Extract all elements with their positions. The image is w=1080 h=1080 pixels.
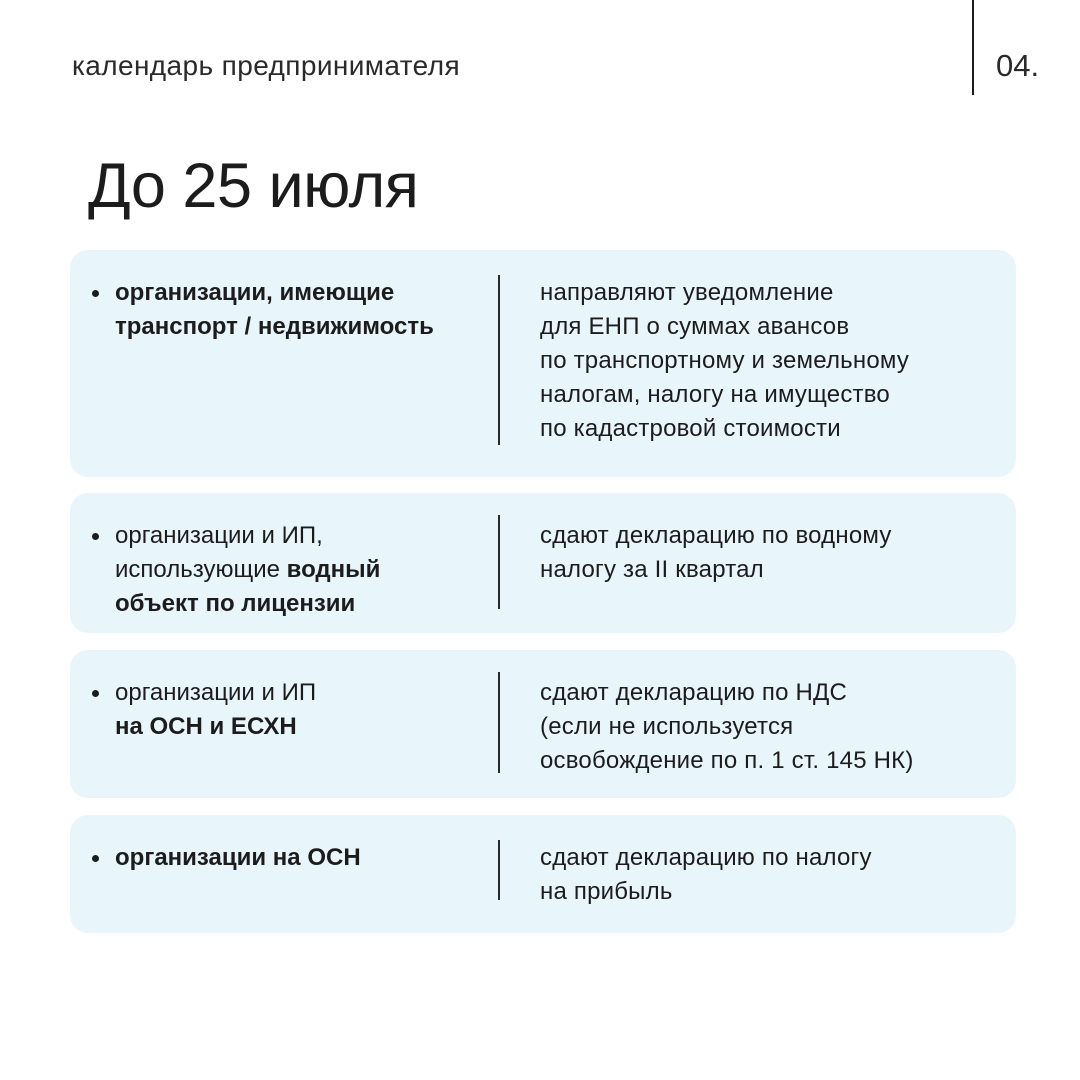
obligation-line: по кадастровой стоимости (540, 415, 841, 442)
taxpayer-bold: организации на ОСН (115, 844, 361, 871)
taxpayer-line (115, 587, 380, 621)
obligation-text (540, 276, 1000, 446)
taxpayer-bold: водный (286, 556, 381, 583)
taxpayer-regular: организации и ИП, (115, 522, 323, 549)
page-title: До 25 июля (88, 151, 419, 221)
obligation-text (540, 519, 1000, 587)
obligation-line: налогу за II квартал (540, 556, 764, 583)
taxpayer-line (115, 710, 316, 744)
taxpayer-category (92, 841, 472, 875)
taxpayer-bold: объект по лицензии (115, 590, 356, 617)
header-divider (972, 0, 974, 95)
deadline-card-2 (70, 493, 1016, 633)
deadline-card-1 (70, 250, 1016, 477)
taxpayer-bold: организации, имеющие (115, 279, 395, 306)
taxpayer-line (115, 519, 380, 553)
taxpayer-bold: на ОСН и ЕСХН (115, 713, 297, 740)
obligation-line: налогам, налогу на имущество (540, 381, 890, 408)
obligation-line: (если не используется (540, 713, 794, 740)
column-divider (498, 515, 500, 609)
column-divider (498, 275, 500, 445)
deadline-card-3 (70, 650, 1016, 798)
taxpayer-line (115, 553, 380, 587)
obligation-line: направляют уведомление (540, 279, 834, 306)
taxpayer-category (92, 676, 472, 744)
taxpayer-text (115, 841, 361, 875)
obligation-line: на прибыль (540, 878, 673, 905)
obligation-line: освобождение по п. 1 ст. 145 НК) (540, 747, 914, 774)
obligation-line: сдают декларацию по водному (540, 522, 892, 549)
obligation-line: для ЕНП о суммах авансов (540, 313, 850, 340)
page-number: 04. (996, 48, 1040, 83)
deadline-card-4 (70, 815, 1016, 933)
taxpayer-regular: использующие (115, 556, 287, 583)
taxpayer-category (92, 519, 472, 621)
bullet-icon (92, 690, 99, 697)
bullet-icon (92, 290, 99, 297)
obligation-line: сдают декларацию по НДС (540, 679, 848, 706)
taxpayer-line (115, 841, 361, 875)
taxpayer-line (115, 276, 434, 310)
obligation-line: сдают декларацию по налогу (540, 844, 872, 871)
taxpayer-text (115, 519, 380, 621)
bullet-icon (92, 533, 99, 540)
column-divider (498, 672, 500, 773)
bullet-icon (92, 855, 99, 862)
taxpayer-line (115, 310, 434, 344)
column-divider (498, 840, 500, 900)
obligation-text (540, 841, 1000, 909)
obligation-text (540, 676, 1000, 778)
taxpayer-text (115, 276, 434, 344)
obligation-line: по транспортному и земельному (540, 347, 910, 374)
taxpayer-bold: транспорт / недвижимость (115, 313, 434, 340)
taxpayer-text (115, 676, 316, 744)
taxpayer-category (92, 276, 472, 344)
taxpayer-regular: организации и ИП (115, 679, 317, 706)
header-title: календарь предпринимателя (72, 50, 461, 81)
taxpayer-line (115, 676, 316, 710)
